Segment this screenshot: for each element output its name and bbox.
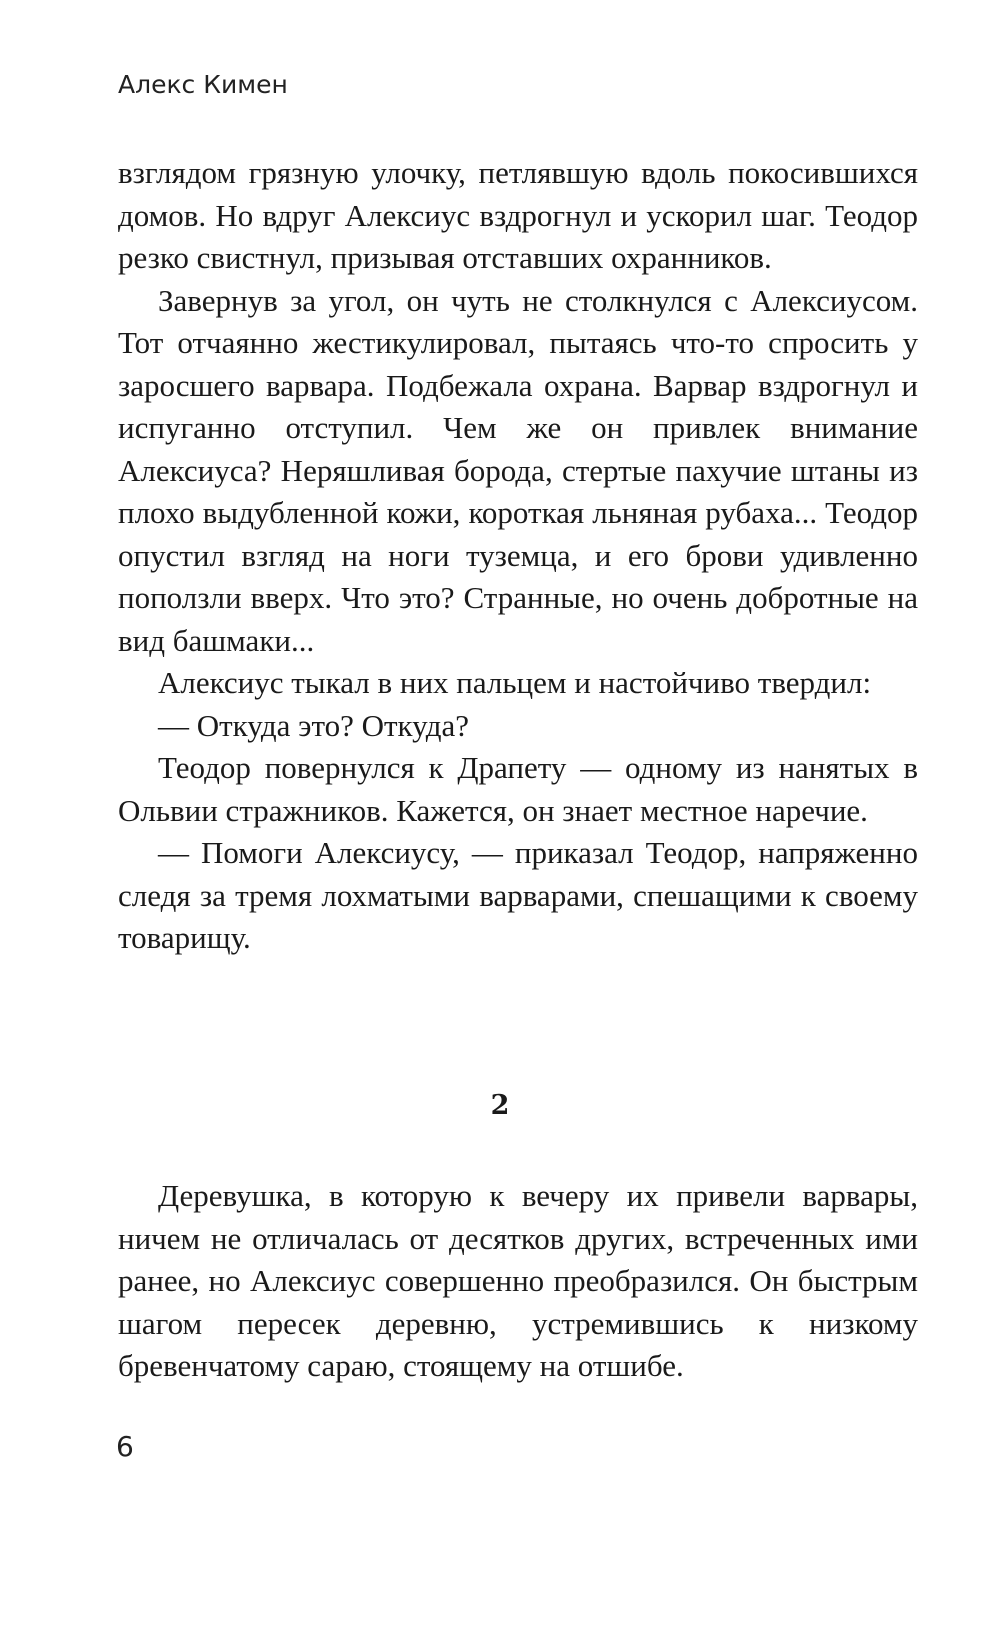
body-text-section-2 bbox=[118, 1175, 918, 1388]
dialogue-line: — Помоги Алексиусу, — приказал Теодор, напряженно следя за тремя лохматыми варварами, спешащими к своему товарищу. bbox=[118, 835, 918, 955]
body-text-section-1 bbox=[118, 152, 918, 960]
paragraph: Алексиус тыкал в них пальцем и настойчиво твердил: bbox=[158, 665, 872, 700]
chapter-number: 2 bbox=[490, 1090, 510, 1121]
paragraph: взглядом грязную улочку, петлявшую вдоль покосившихся домов. Но вдруг Алексиус вздрогнул и ускорил шаг. Теодор резко свистнул, призывая отставших охранников. bbox=[118, 155, 918, 275]
paragraph: Теодор повернулся к Драпету — одному из нанятых в Ольвии стражников. Кажется, он знает местное наречие. bbox=[118, 750, 918, 828]
running-head-author: Алекс Кимен bbox=[118, 70, 288, 99]
paragraph: Деревушка, в которую к вечеру их привели варвары, ничем не отличалась от десятков других, встреченных ими ранее, но Алексиус совершенно преобразился. Он быстрым шагом пересек деревню, устремившись к низкому бревенчатому сараю, стоящему на отшибе. bbox=[118, 1178, 918, 1383]
paragraph: Завернув за угол, он чуть не столкнулся с Алексиусом. Тот отчаянно жестикулировал, пытаясь что-то спросить у заросшего варвара. Подбежала охрана. Варвар вздрогнул и испуганно отступил. Чем же он привлек внимание Алексиуса? Неряшливая борода, стертые пахучие штаны из плохо выдубленной кожи, короткая льняная рубаха... Теодор опустил взгляд на ноги туземца, и его брови удивленно поползли вверх. Что это? Странные, но очень добротные на вид башмаки... bbox=[118, 282, 918, 658]
page-number: 6 bbox=[116, 1430, 134, 1463]
dialogue-line: — Откуда это? Откуда? bbox=[158, 707, 469, 743]
